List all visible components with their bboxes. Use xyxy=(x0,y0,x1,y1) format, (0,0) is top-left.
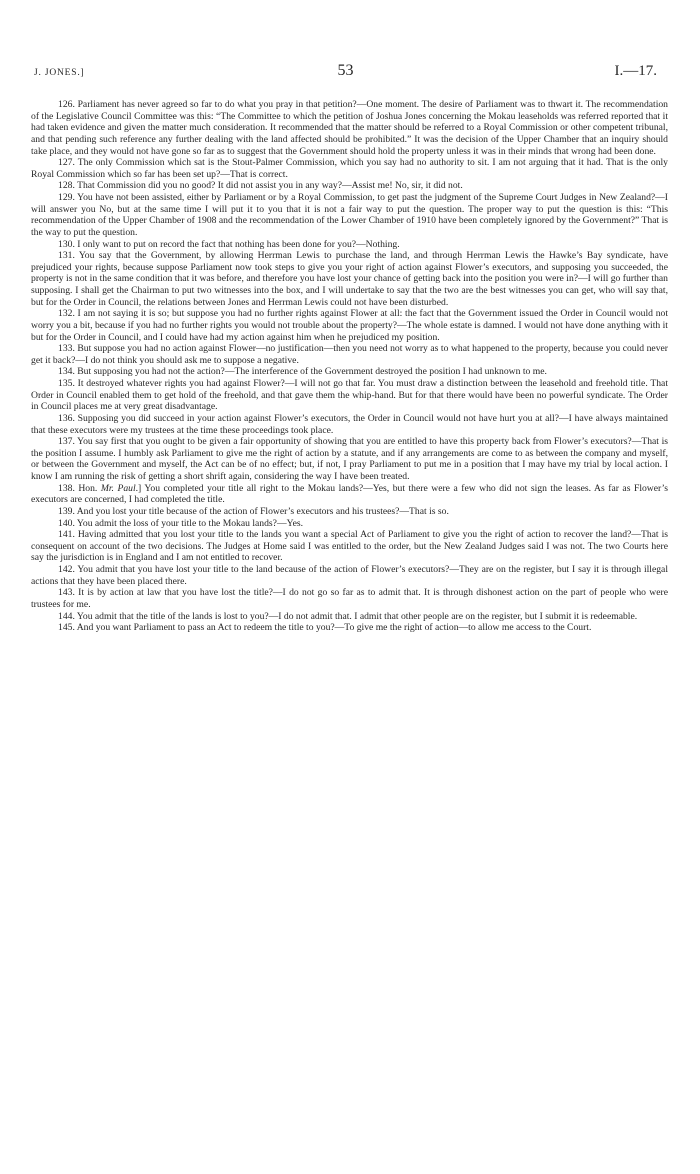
question-132: 132. I am not saying it is so; but suppose you had no further rights against Flower at all: the fact that the Government issued the Order in Council would not worry you a bit, because if you had no further rights you would not trouble about the property?—The whole estate is damned. I would not have done anything with it but for the Order in Council, and I could have had my action against him when he prejudiced my position. xyxy=(31,308,668,343)
question-142: 142. You admit that you have lost your title to the land because of the action of Flower’s executors?—They are on the register, but I say it is through illegal actions that they have been placed there. xyxy=(31,564,668,587)
question-138: 138. Hon. Mr. Paul.] You completed your title all right to the Mokau lands?—Yes, but there were a few who did not sign the leases. As far as Flower’s executors are concerned, I had completed the title. xyxy=(31,482,669,506)
page-body xyxy=(31,99,668,634)
question-126: 126. Parliament has never agreed so far to do what you pray in that petition?—One moment. The desire of Parliament was to thwart it. The recommendation of the Legislative Council Committee was this: “The Committee to which the petition of Joshua Jones concerning the Mokau leaseholds was referred reported that it had taken evidence and given the matter much consideration. It recommended that the matter should be referred to a Royal Commission or other competent tribunal, and that pending such reference any further dealing with the land affected should be prohibited.” It was the decision of the Upper Chamber that an inquiry should take place, and they would not have gone so far as to suggest that the Government should hold the property unless it was in their minds that wrong had been done. xyxy=(31,99,668,157)
question-128: 128. That Commission did you no good? It did not assist you in any way?—Assist me! No, sir, it did not. xyxy=(58,180,463,192)
question-135: 135. It destroyed whatever rights you had against Flower?—I will not go that far. You must draw a distinction between the leasehold and freehold title. That Order in Council enabled them to get hold of the freehold, and that gave them the whip-hand. But for that there would have been no powerful syndicate. The Order in Council places me at very great disadvantage. xyxy=(31,378,668,413)
question-133: 133. But suppose you had no action against Flower—no justification—then you need not worry as to what happened to the property, because you could never get it back?—I do not think you should ask me to suppose a negative. xyxy=(31,343,668,366)
question-137: 137. You say first that you ought to be given a fair opportunity of showing that you are entitled to have this property back from Flower’s executors?—That is the position I assume. I humbly ask Parliament to give me the right of action by a statute, and if any arrangements are come to as between the company and myself, or between the Government and myself, the Act can be of no effect; but, if not, I pray Parliament to put me in a position that I may have my trial by local action. I know I am running the risk of getting a short shrift again, considering the way I have been treated. xyxy=(31,436,668,482)
question-134: 134. But supposing you had not the action?—The interference of the Government destroyed the position I had unknown to me. xyxy=(58,366,547,378)
page-number: 53 xyxy=(337,62,354,79)
question-143: 143. It is by action at law that you have lost the title?—I do not go so far as to admit that. It is through dishonest action on the part of people who were trustees for me. xyxy=(31,587,668,610)
question-130: 130. I only want to put on record the fact that nothing has been done for you?—Nothing. xyxy=(58,238,400,250)
question-139: 139. And you lost your title because of the action of Flower’s executors and his trustees?—That is so. xyxy=(58,505,449,517)
question-131: 131. You say that the Government, by allowing Herrman Lewis to purchase the land, and through Herrman Lewis the Hawke’s Bay syndicate, have prejudiced your rights, because suppose Parliament now took steps to give you your right of action against Flower’s executors, and supposing you succeeded, the property is not in the same condition that it was before, and therefore you have lost your chance of getting back into the position you were in?—I will go further than supposing. I shall get the Chairman to put two witnesses into the box, and I will undertake to say that the two are the best witnesses you can get, who will say that, but for the Order in Council, the relations between Jones and Herrman Lewis could not have been disturbed. xyxy=(31,250,668,308)
question-141: 141. Having admitted that you lost your title to the lands you want a special Act of Parliament to give you the right of action to recover the land?—That is consequent on account of the two decisions. The Judges at Home said I was entitled to the order, but the New Zealand Judges said I was not. The two Courts here say the jurisdiction is in England and I am not entitled to recover. xyxy=(31,529,668,564)
document-reference: I.—17. xyxy=(614,63,657,79)
page-header xyxy=(34,62,657,86)
speaker-name: Mr. Paul xyxy=(100,482,136,494)
witness-name: J. JONES.] xyxy=(34,68,85,78)
question-127: 127. The only Commission which sat is the Stout-Palmer Commission, which you say had no authority to sit. I am not arguing that it had. That is the only Royal Commission which so far has been set up?—That is correct. xyxy=(31,157,668,180)
question-145: 145. And you want Parliament to pass an Act to redeem the title to you?—To give me the right of action—to allow me access to the Court. xyxy=(58,622,592,634)
question-144: 144. You admit that the title of the lands is lost to you?—I do not admit that. I admit that other people are on the register, but I submit it is redeemable. xyxy=(58,610,638,622)
question-140: 140. You admit the loss of your title to the Mokau lands?—Yes. xyxy=(58,517,303,529)
question-129: 129. You have not been assisted, either by Parliament or by a Royal Commission, to get past the judgment of the Supreme Court Judges in New Zealand?—I will answer you No, but at the same time I will put it to you that it is not a fair way to put the question. The proper way to put the question is this: “This recommendation of the Upper Chamber of 1908 and the recommendation of the Lower Chamber of 1910 have been completely ignored by the Government?” That is the way to put the question. xyxy=(31,192,669,238)
question-136: 136. Supposing you did succeed in your action against Flower’s executors, the Order in Council would not have hurt you at all?—I have always maintained that these executors were my trustees at the time these proceedings took place. xyxy=(31,412,668,436)
